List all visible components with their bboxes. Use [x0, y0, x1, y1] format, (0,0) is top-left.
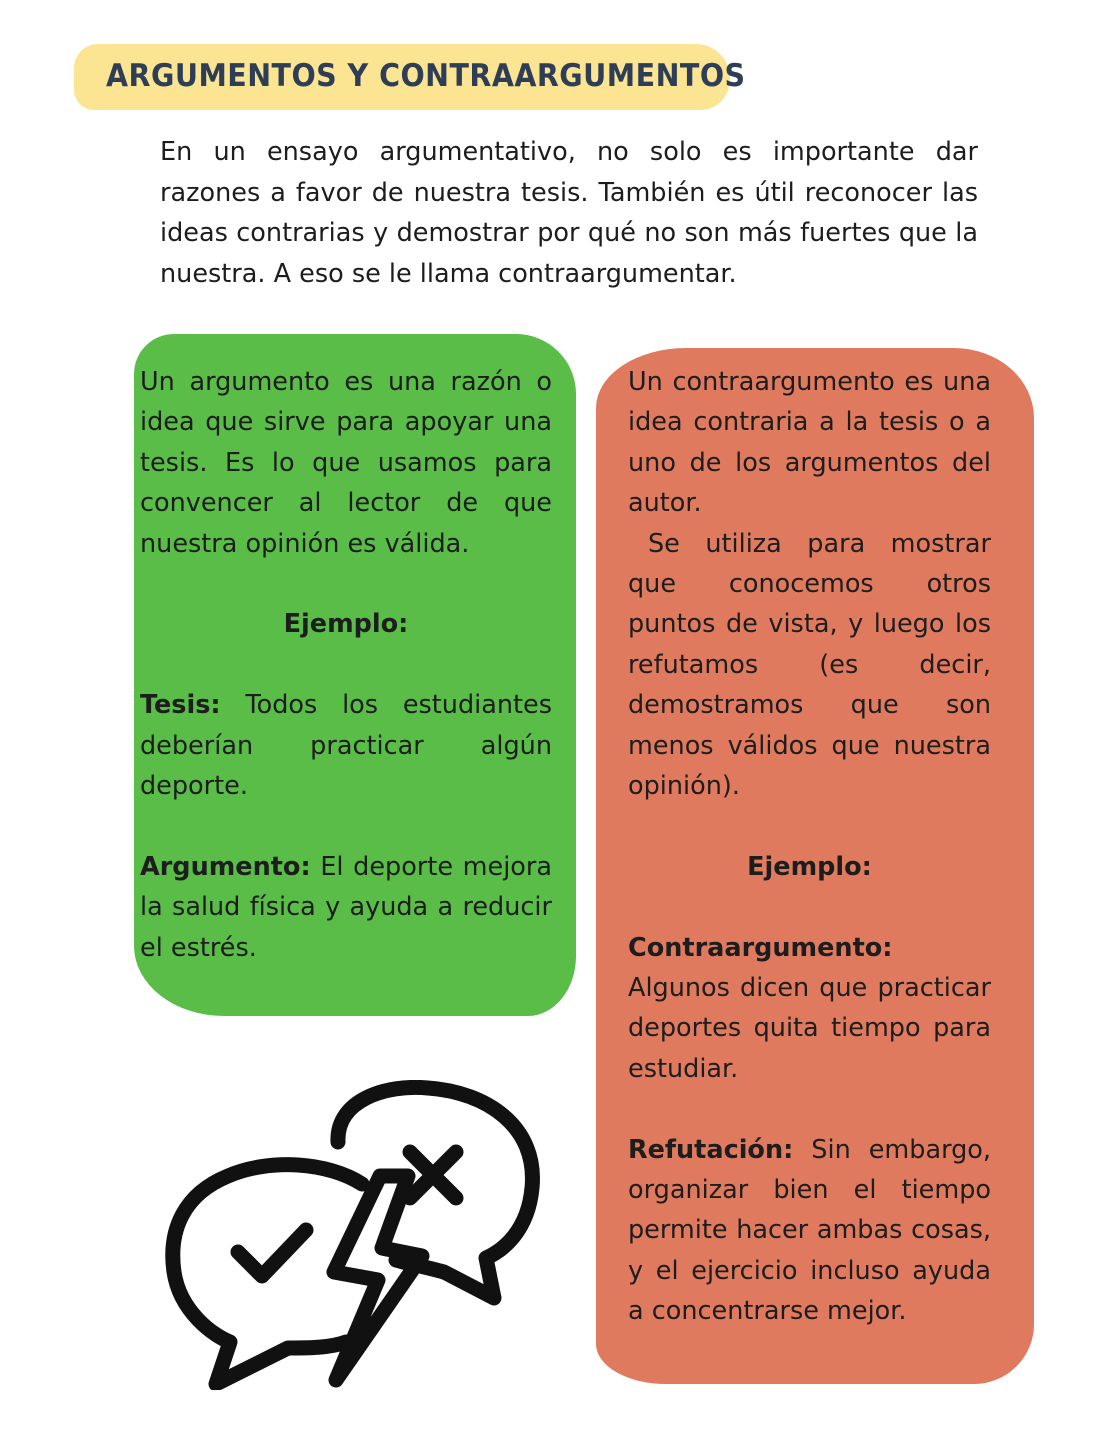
refutation-text: Sin embargo, organizar bien el tiempo permite hacer ambas cosas, y el ejercicio incluso ayuda a concentrarse mejor. — [628, 1134, 991, 1327]
check-mark-icon — [238, 1230, 306, 1276]
argument-box — [140, 362, 552, 968]
counter-text: Algunos dicen que practicar deportes quita tiempo para estudiar. — [628, 973, 991, 1084]
argument-example-heading: Ejemplo: — [283, 609, 409, 640]
debate-icon — [160, 1080, 560, 1390]
counter-box — [628, 362, 991, 1332]
x-mark-icon — [410, 1152, 456, 1198]
counter-definition: Un contraargumento es una idea contraria a la tesis o a uno de los argumentos del autor. — [628, 367, 991, 519]
argument-text: El deporte mejora la salud física y ayuda a reducir el estrés. — [140, 851, 552, 963]
counter-label — [628, 928, 991, 968]
counter-label-text: Contraargumento: — [628, 932, 893, 963]
refutation-label: Refutación: — [628, 1134, 794, 1165]
refutation-paragraph — [628, 1130, 991, 1332]
counter-usage: Se utiliza para mostrar que conocemos otros puntos de vista, y luego los refutamos (es decir, demostramos que son menos válidos que nuestra opinión). — [628, 528, 991, 802]
intro-paragraph: En un ensayo argumentativo, no solo es importante dar razones a favor de nuestra tesis. También es útil reconocer las ideas contrarias y demostrar por qué no son más fuertes que la nuestra. A eso se le llama contraargumentar. — [160, 137, 978, 289]
thesis-label: Tesis: — [140, 690, 221, 721]
thesis-paragraph — [140, 685, 552, 806]
thesis-text: Todos los estudiantes deberían practicar algún deporte. — [140, 690, 552, 802]
counter-example-heading: Ejemplo: — [747, 851, 872, 882]
page-title: ARGUMENTOS Y CONTRAARGUMENTOS — [106, 58, 746, 94]
argument-definition: Un argumento es una razón o idea que sirve para apoyar una tesis. Es lo que usamos para convencer al lector de que nuestra opinión es válida. — [140, 367, 552, 559]
argument-label: Argumento: — [140, 851, 311, 882]
argument-paragraph — [140, 847, 552, 968]
lightning-bolt-icon — [334, 1176, 422, 1380]
